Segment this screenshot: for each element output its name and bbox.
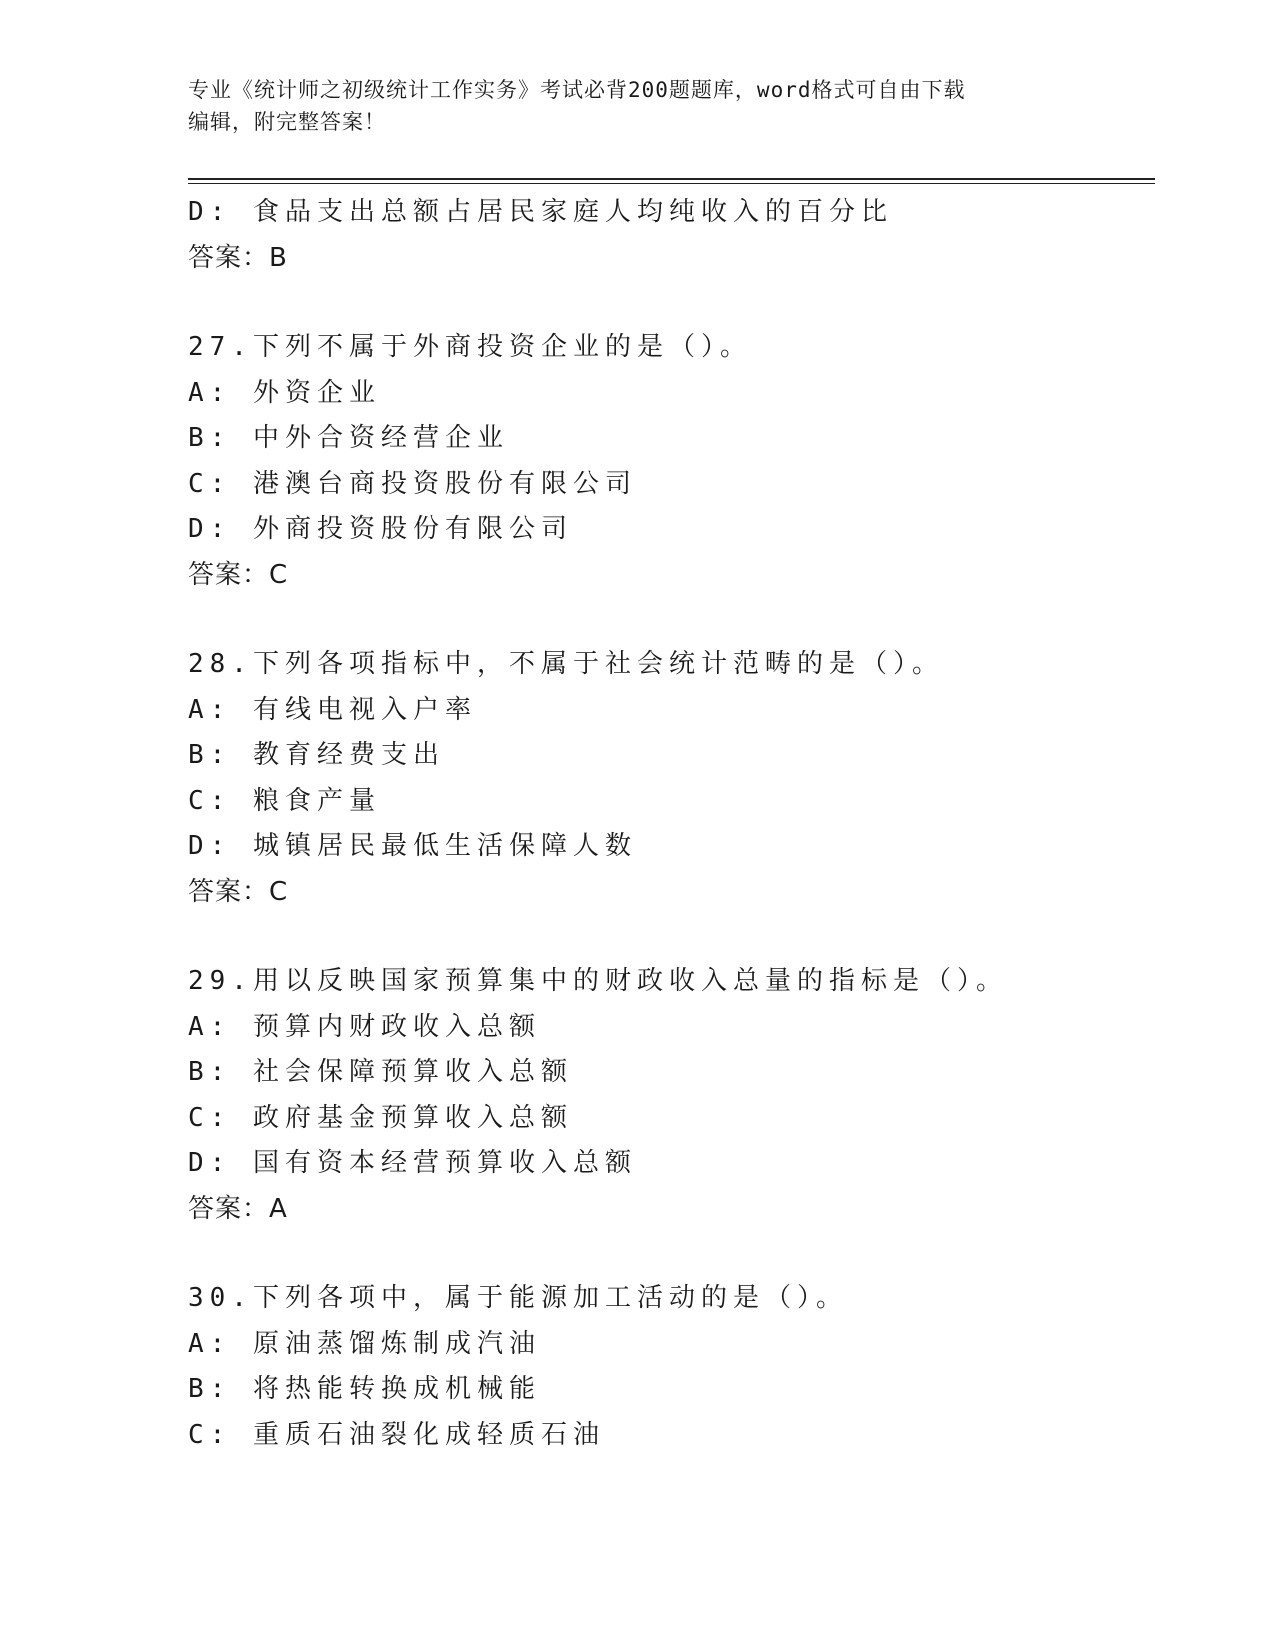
question-stem: 30.下列各项中，属于能源加工活动的是（）。	[188, 1283, 848, 1313]
option-c: C: 粮食产量	[188, 785, 381, 816]
question-block-30	[188, 1276, 1155, 1458]
question-stem: 27.下列不属于外商投资企业的是（）。	[188, 332, 752, 362]
option-b: B: 社会保障预算收入总额	[188, 1057, 573, 1087]
spacer	[188, 915, 1155, 959]
option-d: D: 城镇居民最低生活保障人数	[188, 831, 637, 861]
answer-label: 答案：A	[188, 1193, 288, 1224]
spacer	[188, 281, 1155, 325]
header-line-2: 编辑，附完整答案！	[188, 110, 386, 134]
header-divider-thick	[188, 178, 1155, 180]
document-header	[188, 74, 1088, 138]
question-block-27	[188, 325, 1155, 598]
option-b: B: 中外合资经营企业	[188, 423, 509, 453]
option-a: A: 原油蒸馏炼制成汽油	[188, 1328, 541, 1359]
option-a: A: 有线电视入户率	[188, 694, 477, 725]
option-c: C: 重质石油裂化成轻质石油	[188, 1419, 605, 1450]
option-d: D: 外商投资股份有限公司	[188, 514, 573, 544]
question-stem: 29.用以反映国家预算集中的财政收入总量的指标是（）。	[188, 966, 1008, 996]
option-b: B: 将热能转换成机械能	[188, 1374, 541, 1404]
spacer	[188, 1232, 1155, 1276]
question-block-29	[188, 959, 1155, 1232]
option-a: A: 预算内财政收入总额	[188, 1011, 541, 1042]
header-divider-thin	[188, 183, 1155, 184]
answer-label: 答案：C	[188, 876, 289, 907]
option-c: C: 港澳台商投资股份有限公司	[188, 468, 637, 499]
header-line-1: 专业《统计师之初级统计工作实务》考试必背200题题库，word格式可自由下载	[188, 78, 966, 102]
spacer	[188, 598, 1155, 642]
answer-label: 答案：B	[188, 242, 288, 273]
option-a: A: 外资企业	[188, 377, 381, 408]
question-stem: 28.下列各项指标中，不属于社会统计范畴的是（）。	[188, 649, 944, 679]
option-c: C: 政府基金预算收入总额	[188, 1102, 573, 1133]
question-block-26	[188, 190, 1155, 281]
question-block-28	[188, 642, 1155, 915]
option-b: B: 教育经费支出	[188, 740, 445, 770]
option-d: D: 国有资本经营预算收入总额	[188, 1148, 637, 1178]
option-d: D: 食品支出总额占居民家庭人均纯收入的百分比	[188, 197, 893, 227]
answer-label: 答案：C	[188, 559, 289, 590]
question-list	[188, 190, 1155, 1458]
